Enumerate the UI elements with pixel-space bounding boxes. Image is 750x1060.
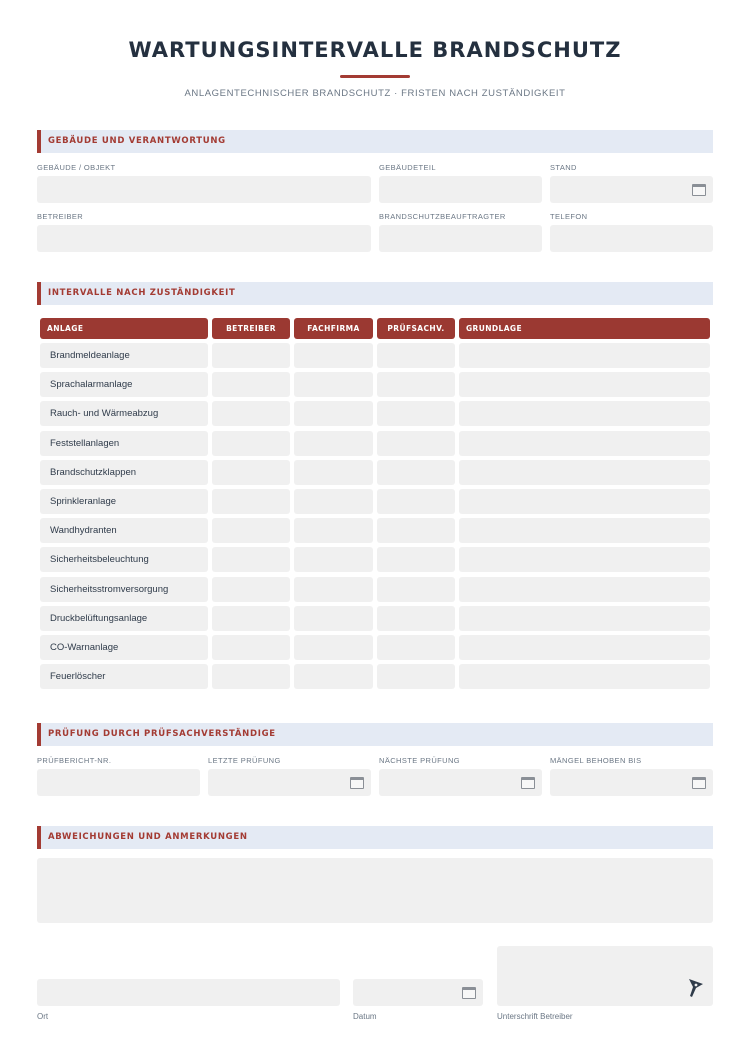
title-underline — [340, 75, 410, 78]
table-cell-grundlage[interactable] — [459, 431, 710, 456]
table-cell-grundlage[interactable] — [459, 635, 710, 660]
table-cell-pruefsachv[interactable] — [377, 401, 455, 426]
label-unterschrift-betreiber: Unterschrift Betreiber — [497, 1012, 573, 1021]
table-row-label: Rauch- und Wärmeabzug — [40, 401, 208, 426]
calendar-icon[interactable] — [521, 777, 535, 789]
table-cell-grundlage[interactable] — [459, 489, 710, 514]
table-row-label: Sprachalarmanlage — [40, 372, 208, 397]
naechste-pruefung-date-field[interactable] — [379, 769, 542, 796]
table-cell-grundlage[interactable] — [459, 664, 710, 689]
table-cell-fachfirma[interactable] — [294, 431, 373, 456]
table-cell-fachfirma[interactable] — [294, 606, 373, 631]
table-header-pruefsachv: PRÜFSACHV. — [377, 318, 455, 339]
table-cell-betreiber[interactable] — [212, 547, 290, 572]
gebaeudeteil-field[interactable] — [379, 176, 542, 203]
label-maengel-behoben: MÄNGEL BEHOBEN BIS — [550, 756, 642, 765]
table-cell-grundlage[interactable] — [459, 547, 710, 572]
table-cell-betreiber[interactable] — [212, 635, 290, 660]
table-cell-fachfirma[interactable] — [294, 460, 373, 485]
table-cell-betreiber[interactable] — [212, 518, 290, 543]
label-ort: Ort — [37, 1012, 49, 1021]
table-cell-pruefsachv[interactable] — [377, 431, 455, 456]
table-cell-betreiber[interactable] — [212, 372, 290, 397]
table-header-fachfirma: FACHFIRMA — [294, 318, 373, 339]
table-cell-pruefsachv[interactable] — [377, 489, 455, 514]
table-cell-grundlage[interactable] — [459, 401, 710, 426]
table-row-label: Wandhydranten — [40, 518, 208, 543]
pruefbericht-field[interactable] — [37, 769, 200, 796]
anmerkungen-textarea[interactable] — [37, 858, 713, 923]
table-row-label: Sprinkleranlage — [40, 489, 208, 514]
calendar-icon[interactable] — [692, 184, 706, 196]
table-header-grundlage: GRUNDLAGE — [459, 318, 710, 339]
table-cell-fachfirma[interactable] — [294, 635, 373, 660]
table-cell-betreiber[interactable] — [212, 664, 290, 689]
table-row-label: Brandschutzklappen — [40, 460, 208, 485]
table-cell-betreiber[interactable] — [212, 489, 290, 514]
table-cell-pruefsachv[interactable] — [377, 577, 455, 602]
table-cell-betreiber[interactable] — [212, 460, 290, 485]
table-cell-pruefsachv[interactable] — [377, 460, 455, 485]
table-cell-pruefsachv[interactable] — [377, 664, 455, 689]
label-naechste-pruefung: NÄCHSTE PRÜFUNG — [379, 756, 461, 765]
label-letzte-pruefung: LETZTE PRÜFUNG — [208, 756, 281, 765]
table-cell-fachfirma[interactable] — [294, 518, 373, 543]
pen-nib-icon — [687, 978, 705, 998]
maengel-behoben-date-field[interactable] — [550, 769, 713, 796]
table-cell-grundlage[interactable] — [459, 343, 710, 368]
label-telefon: TELEFON — [550, 212, 588, 221]
label-brandschutzbeauftragter: BRANDSCHUTZBEAUFTRAGTER — [379, 212, 506, 221]
table-cell-betreiber[interactable] — [212, 577, 290, 602]
table-cell-fachfirma[interactable] — [294, 489, 373, 514]
page-title: WARTUNGSINTERVALLE BRANDSCHUTZ — [128, 38, 622, 62]
betreiber-field[interactable] — [37, 225, 371, 252]
table-cell-fachfirma[interactable] — [294, 343, 373, 368]
table-header-anlage: ANLAGE — [40, 318, 208, 339]
table-cell-betreiber[interactable] — [212, 401, 290, 426]
table-cell-grundlage[interactable] — [459, 606, 710, 631]
section-heading-pruefung: PRÜFUNG DURCH PRÜFSACHVERSTÄNDIGE — [37, 723, 713, 746]
calendar-icon[interactable] — [692, 777, 706, 789]
calendar-icon[interactable] — [462, 987, 476, 999]
table-row-label: CO-Warnanlage — [40, 635, 208, 660]
table-row-label: Sicherheitsbeleuchtung — [40, 547, 208, 572]
label-gebaeude-objekt: GEBÄUDE / OBJEKT — [37, 163, 116, 172]
unterschrift-betreiber-field[interactable] — [497, 946, 713, 1006]
table-row-label: Sicherheitsstromversorgung — [40, 577, 208, 602]
ort-field[interactable] — [37, 979, 340, 1006]
table-cell-grundlage[interactable] — [459, 372, 710, 397]
brandschutzbeauftragter-field[interactable] — [379, 225, 542, 252]
table-cell-pruefsachv[interactable] — [377, 547, 455, 572]
table-cell-pruefsachv[interactable] — [377, 606, 455, 631]
table-row-label: Druckbelüftungsanlage — [40, 606, 208, 631]
stand-date-field[interactable] — [550, 176, 713, 203]
table-cell-grundlage[interactable] — [459, 460, 710, 485]
table-cell-pruefsachv[interactable] — [377, 343, 455, 368]
label-betreiber: BETREIBER — [37, 212, 84, 221]
table-row-label: Brandmeldeanlage — [40, 343, 208, 368]
table-cell-betreiber[interactable] — [212, 606, 290, 631]
telefon-field[interactable] — [550, 225, 713, 252]
table-cell-fachfirma[interactable] — [294, 664, 373, 689]
table-header-betreiber: BETREIBER — [212, 318, 290, 339]
gebaeude-objekt-field[interactable] — [37, 176, 371, 203]
table-cell-fachfirma[interactable] — [294, 577, 373, 602]
datum-date-field[interactable] — [353, 979, 483, 1006]
table-cell-fachfirma[interactable] — [294, 401, 373, 426]
table-cell-grundlage[interactable] — [459, 577, 710, 602]
letzte-pruefung-date-field[interactable] — [208, 769, 371, 796]
page-subtitle: ANLAGENTECHNISCHER BRANDSCHUTZ · FRISTEN NACH ZUSTÄNDIGKEIT — [184, 88, 566, 99]
section-heading-abweichungen: ABWEICHUNGEN UND ANMERKUNGEN — [37, 826, 713, 849]
table-cell-pruefsachv[interactable] — [377, 635, 455, 660]
label-datum: Datum — [353, 1012, 377, 1021]
table-cell-betreiber[interactable] — [212, 343, 290, 368]
table-cell-grundlage[interactable] — [459, 518, 710, 543]
table-cell-pruefsachv[interactable] — [377, 518, 455, 543]
calendar-icon[interactable] — [350, 777, 364, 789]
table-row-label: Feuerlöscher — [40, 664, 208, 689]
table-cell-pruefsachv[interactable] — [377, 372, 455, 397]
table-cell-betreiber[interactable] — [212, 431, 290, 456]
label-pruefbericht: PRÜFBERICHT-NR. — [37, 756, 112, 765]
label-stand: STAND — [550, 163, 577, 172]
section-heading-gebaeude: GEBÄUDE UND VERANTWORTUNG — [37, 130, 713, 153]
table-row-label: Feststellanlagen — [40, 431, 208, 456]
table-cell-fachfirma[interactable] — [294, 372, 373, 397]
table-cell-fachfirma[interactable] — [294, 547, 373, 572]
section-heading-intervalle: INTERVALLE NACH ZUSTÄNDIGKEIT — [37, 282, 713, 305]
label-gebaeudeteil: GEBÄUDETEIL — [379, 163, 436, 172]
